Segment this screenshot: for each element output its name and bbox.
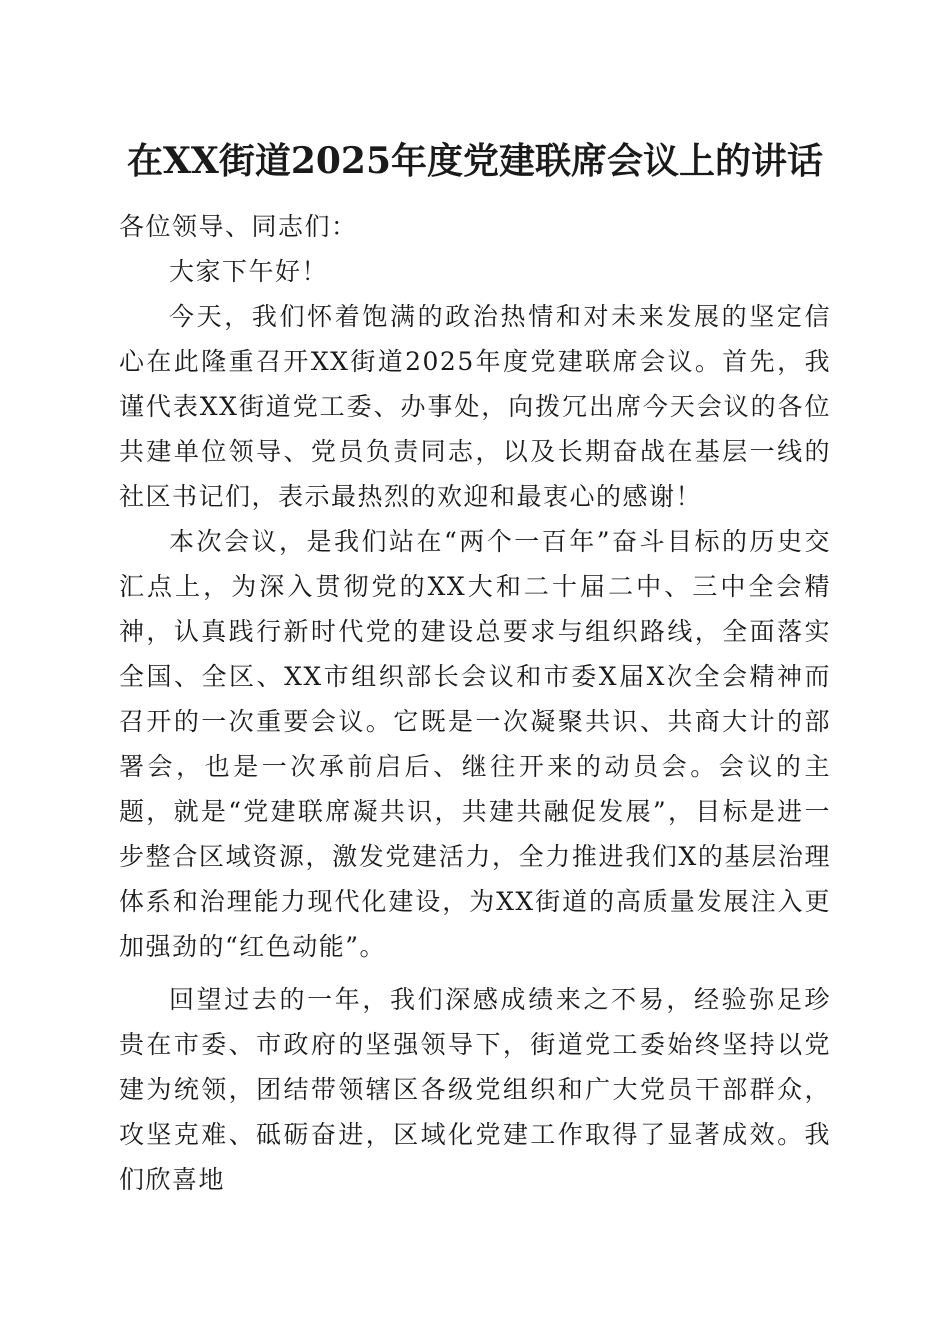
paragraph-review: 回望过去的一年，我们深感成绩来之不易，经验弥足珍贵在市委、市政府的坚强领导下，街道党工委始终坚持以党建为统领，团结带领辖区各级党组织和广大党员干部群众，攻坚克难、砥砺奋进，区域化党建工作取得了显著成效。我们欣喜地 [119, 985, 831, 1194]
document-title: 在XX街道2025年度党建联席会议上的讲话 [126, 140, 824, 182]
paragraph-opening: 今天，我们怀着饱满的政治热情和对未来发展的坚定信心在此隆重召开XX街道2025年度党建联席会议。首先，我谨代表XX街道党工委、办事处，向拨冗出席今天会议的各位共建单位领导、党员负责同志，以及长期奋战在基层一线的社区书记们，表示最热烈的欢迎和最衷心的感谢！ [119, 302, 831, 511]
salutation: 各位领导、同志们： [119, 212, 358, 241]
paragraph-meeting-purpose: 本次会议，是我们站在“两个一百年”奋斗目标的历史交汇点上，为深入贯彻党的XX大和二十届二中、三中全会精神，认真践行新时代党的建设总要求与组织路线，全面落实全国、全区、XX市组织部长会议和市委X届X次全会精神而召开的一次重要会议。它既是一次凝聚共识、共商大计的部署会，也是一次承前启后、继往开来的动员会。会议的主题，就是“党建联席凝共识，共建共融促发展”，目标是进一步整合区域资源，激发党建活力，全力推进我们X的基层治理体系和治理能力现代化建设，为XX街道的高质量发展注入更加强劲的“红色动能”。 [119, 527, 831, 961]
paragraph-greeting: 大家下午好！ [169, 257, 329, 286]
document-body [119, 204, 831, 1202]
